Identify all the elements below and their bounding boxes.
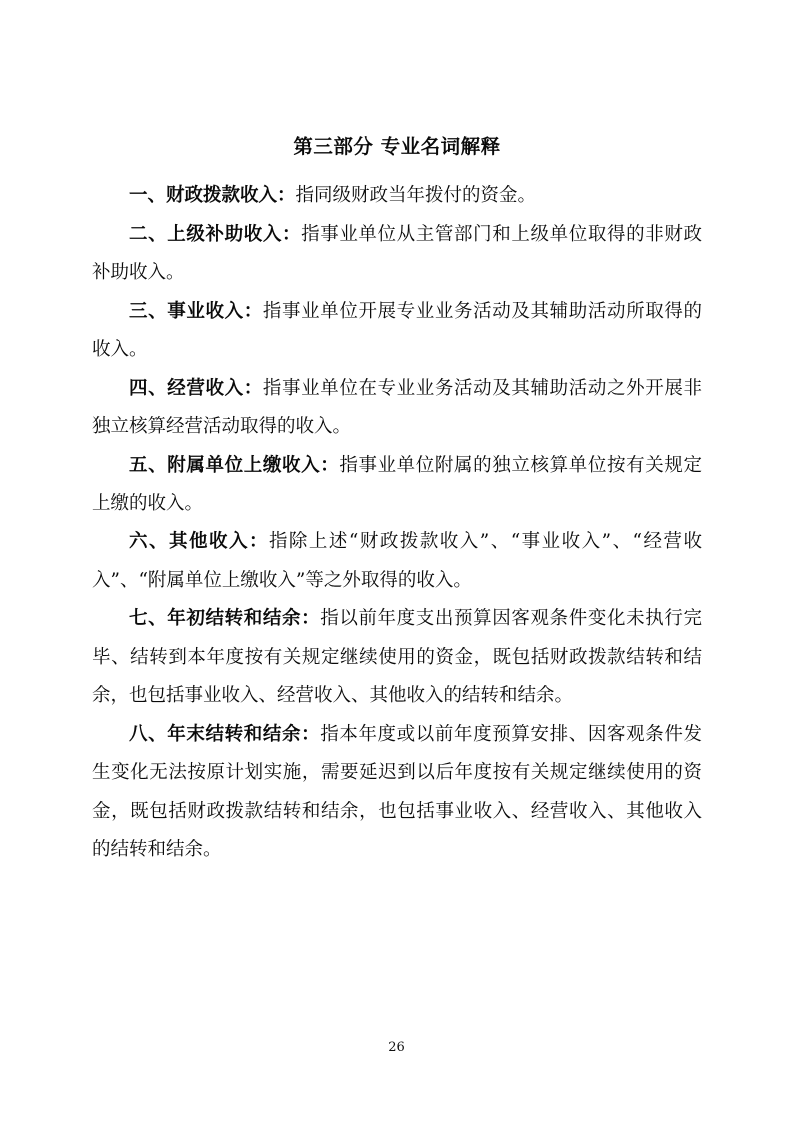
document-body [92,132,702,870]
definition-term: 六、其他收入： [129,531,269,553]
definition-paragraph [92,177,702,215]
definition-paragraph [92,370,702,447]
definition-text: 指除上述“财政拨款收入”、“事业收入”、“经营收入”、“附属单位上缴收入”等之外取得的收入。 [92,531,702,591]
definition-paragraph [92,216,702,293]
definition-term: 八、年末结转和结余： [129,723,321,745]
definition-term: 七、年初结转和结余： [129,608,321,630]
definition-paragraph [92,293,702,370]
definition-paragraph [92,600,702,715]
definition-term: 五、附属单位上缴收入： [129,454,340,476]
definition-text: 指事业单位从主管部门和上级单位取得的非财政补助收入。 [92,223,702,284]
definition-term: 三、事业收入： [129,300,263,322]
page-title: 第三部分 专业名词解释 [293,135,501,158]
definition-text: 指本年度或以前年度预算安排、因客观条件发生变化无法按原计划实施，需要延迟到以后年度按有关规定继续使用的资金，既包括财政拨款结转和结余，也包括事业收入、经营收入、其他收入的结转和结余。 [92,723,702,861]
definition-text: 指事业单位附属的独立核算单位按有关规定上缴的收入。 [92,454,702,514]
definition-paragraph [92,523,702,600]
definition-text: 指以前年度支出预算因客观条件变化未执行完毕、结转到本年度按有关规定继续使用的资金，既包括财政拨款结转和结余，也包括事业收入、经营收入、其他收入的结转和结余。 [92,608,702,707]
definition-paragraph [92,716,702,870]
definition-term: 一、财政拨款收入： [129,185,296,207]
page-number: 26 [388,1040,405,1055]
definition-text: 指事业单位在专业业务活动及其辅助活动之外开展非独立核算经营活动取得的收入。 [92,377,702,438]
definition-term: 二、上级补助收入： [129,223,302,245]
definition-text: 指事业单位开展专业业务活动及其辅助活动所取得的收入。 [92,300,702,361]
definition-text: 指同级财政当年拨付的资金。 [295,185,537,207]
definition-term: 四、经营收入： [129,377,263,399]
definition-paragraph [92,447,702,524]
